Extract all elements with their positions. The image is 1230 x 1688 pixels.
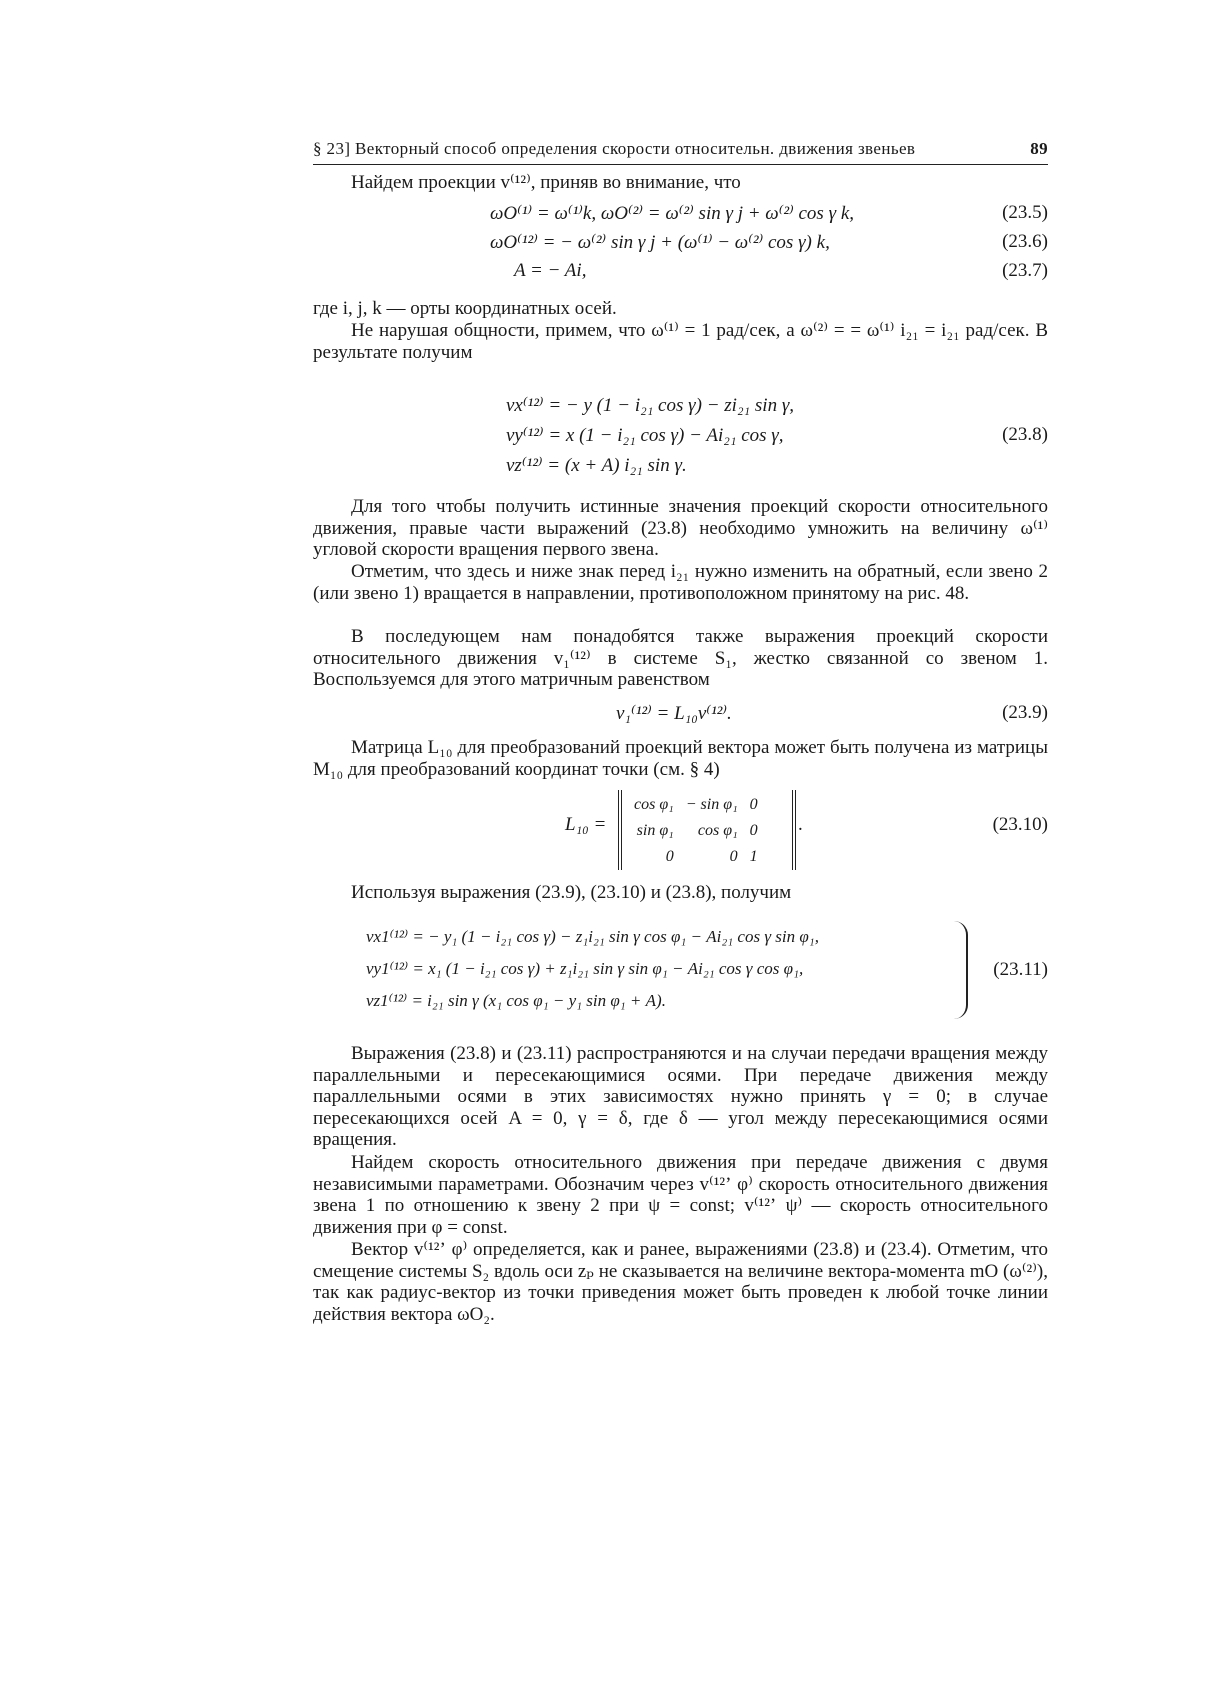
matrix-cell: 0 [729, 848, 738, 865]
equation-number-23-7: (23.7) [1002, 260, 1048, 281]
equation-23-9: v₁⁽¹²⁾ = L₁₀v⁽¹²⁾. [616, 703, 732, 724]
equation-23-6: ωO⁽¹²⁾ = − ω⁽²⁾ sin γ j + (ω⁽¹⁾ − ω⁽²⁾ cos γ) k, [490, 232, 830, 253]
matrix-cell: − sin φ₁ [685, 796, 738, 813]
matrix-cell: cos φ₁ [634, 796, 674, 813]
equation-number-23-9: (23.9) [1002, 702, 1048, 723]
paragraph-1: Найдем проекции v⁽¹²⁾, приняв во внимание, что [351, 172, 741, 193]
matrix-cell: 1 [749, 848, 758, 865]
page-number: 89 [1030, 139, 1048, 158]
equation-number-23-6: (23.6) [1002, 231, 1048, 252]
running-title: § 23] Векторный способ определения скорости относительн. движения звеньев [313, 139, 916, 158]
equation-number-23-10: (23.10) [992, 814, 1048, 835]
paragraph-6: В последующем нам понадобятся также выражения проекций скорости относительного движения v₁⁽¹²⁾ в системе S₁, жестко связанной со звеном 1. Воспользуемся для этого матричным равенством [313, 626, 1048, 691]
matrix-cell: cos φ₁ [697, 822, 738, 839]
matrix-period: . [798, 814, 803, 835]
matrix-row [628, 844, 764, 870]
equation-23-7: A = − Ai, [514, 260, 587, 281]
paragraph-4: Для того чтобы получить истинные значения проекций скорости относительного движения, правые части выражений (23.8) необходимо умножить на величину ω⁽¹⁾ угловой скорости вращения первого звена. [313, 496, 1048, 561]
matrix-cell: sin φ₁ [636, 822, 674, 839]
equation-23-11-z: vz1⁽¹²⁾ = i₂₁ sin γ (x₁ cos φ₁ − y₁ sin φ₁ + A). [366, 991, 666, 1010]
equation-23-10-label: L₁₀ = [565, 814, 607, 835]
paragraph-10: Найдем скорость относительного движения при передаче движения с двумя независимыми параметрами. Обозначим через v⁽¹²ʼ φ⁾ скорость относительного движения звена 1 по отношению к звену 2 при ψ = const; v⁽¹²ʼ ψ⁾ — скорость относительного движения при φ = const. [313, 1152, 1048, 1238]
equation-number-23-5: (23.5) [1002, 202, 1048, 223]
equation-23-11-x: vx1⁽¹²⁾ = − y₁ (1 − i₂₁ cos γ) − z₁i₂₁ sin γ cos φ₁ − Ai₂₁ cos γ sin φ₁, [366, 927, 819, 946]
matrix-cell: 0 [749, 796, 758, 813]
matrix-table [628, 792, 764, 870]
paragraph-5: Отметим, что здесь и ниже знак перед i₂₁ нужно изменить на обратный, если звено 2 (или звено 1) вращается в направлении, противоположном принятому на рис. 48. [313, 561, 1048, 604]
equation-23-8-x: vx⁽¹²⁾ = − y (1 − i₂₁ cos γ) − zi₂₁ sin γ, [506, 395, 795, 416]
paragraph-7: Матрица L₁₀ для преобразований проекций вектора может быть получена из матрицы M₁₀ для преобразований координат точки (см. § 4) [313, 737, 1048, 780]
equation-23-8-y: vy⁽¹²⁾ = x (1 − i₂₁ cos γ) − Ai₂₁ cos γ, [506, 425, 784, 446]
paragraph-3: Не нарушая общности, примем, что ω⁽¹⁾ = 1 рад/сек, а ω⁽²⁾ = = ω⁽¹⁾ i₂₁ = i₂₁ рад/сек. В результате получим [313, 320, 1048, 363]
equation-number-23-11: (23.11) [993, 959, 1048, 980]
matrix-row [628, 818, 764, 844]
matrix-cell: 0 [749, 822, 758, 839]
matrix-row [628, 792, 764, 818]
paragraph-2: где i, j, k — орты координатных осей. [313, 298, 617, 319]
equation-23-11-y: vy1⁽¹²⁾ = x₁ (1 − i₂₁ cos γ) + z₁i₂₁ sin γ sin φ₁ − Ai₂₁ cos γ cos φ₁, [366, 959, 804, 978]
equation-23-8-z: vz⁽¹²⁾ = (x + A) i₂₁ sin γ. [506, 455, 687, 476]
paragraph-9: Выражения (23.8) и (23.11) распространяются и на случаи передачи вращения между параллельными и пересекающимися осями. При передаче движения между параллельными осями в этих зависимостях нужно принять γ = 0; в случае пересекающихся осей A = 0, γ = δ, где δ — угол между пересекающимися осями вращения. [313, 1043, 1048, 1151]
equation-number-23-8: (23.8) [1002, 424, 1048, 445]
paragraph-11: Вектор v⁽¹²ʼ φ⁾ определяется, как и ранее, выражениями (23.8) и (23.4). Отметим, что смещение системы S₂ вдоль оси zₚ не сказывается на величине вектора-момента mO (ω⁽²⁾), так как радиус-вектор из точки приведения может быть проведен к любой точке линии действия вектора ωO₂. [313, 1239, 1048, 1325]
matrix-L10 [618, 790, 796, 870]
equation-23-5: ωO⁽¹⁾ = ω⁽¹⁾k, ωO⁽²⁾ = ω⁽²⁾ sin γ j + ω⁽²⁾ cos γ k, [490, 203, 854, 224]
paragraph-8: Используя выражения (23.9), (23.10) и (23.8), получим [351, 882, 792, 903]
matrix-cell: 0 [665, 848, 674, 865]
running-head [313, 139, 1048, 165]
